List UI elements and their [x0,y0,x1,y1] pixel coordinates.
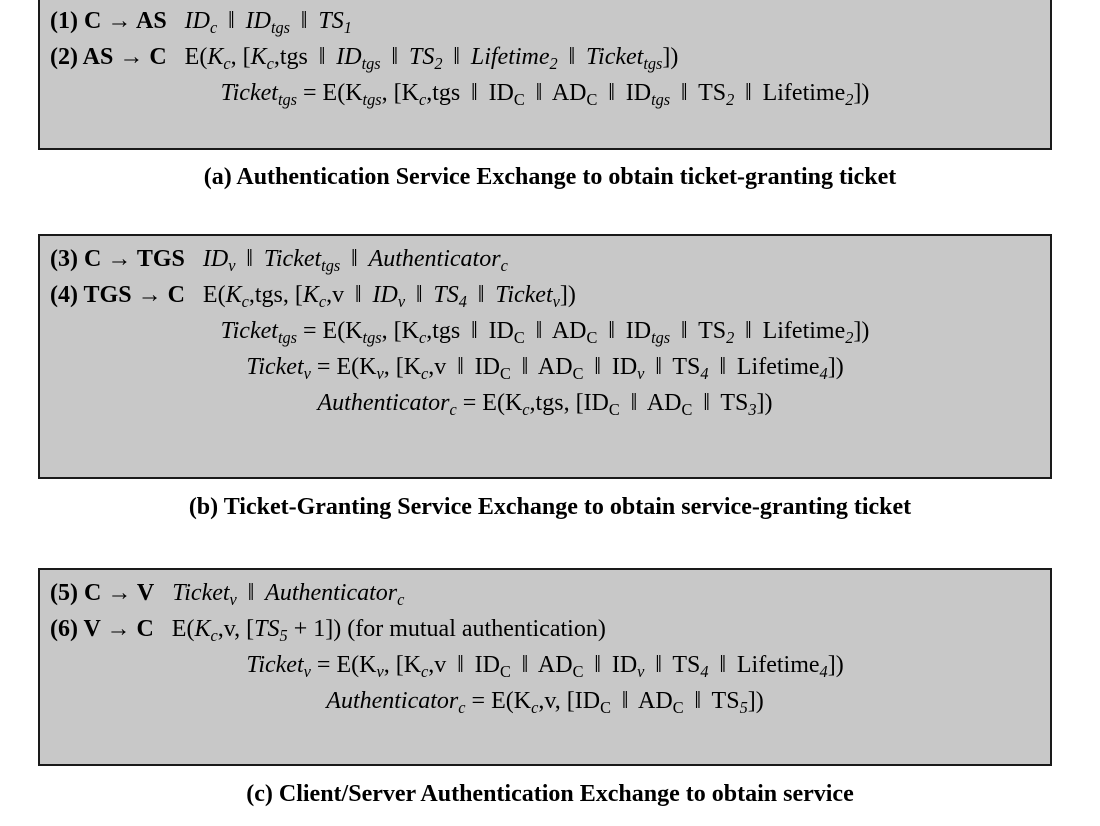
message-1-label: (1) C → AS [50,8,167,34]
message-6 [40,611,1050,647]
ticket-v-definition-text: Ticket$_v$ = $E(K_v$, [$K_c,v$ ‖ $ID_C$ ‖ $AD_C$ ‖ $ID_v$ ‖ $TS_4$ ‖ Lifetime$_4$]) [246,652,844,681]
ticket-tgs-definition [40,75,1050,111]
message-6-label: (6) V → C [50,616,154,642]
message-3 [40,241,1050,277]
message-1-body: $ID_c$ ‖ $ID_{tgs}$ ‖ $TS_1$ [184,8,352,37]
caption-a: (a) Authentication Service Exchange to obtain ticket-granting ticket [203,164,897,190]
authenticator-definition [40,385,1050,421]
ticket-v-definition [40,349,1050,385]
message-3-body: $ID_v$ ‖ Ticket$_{tgs}$ ‖ Authenticator$_c$ [202,246,508,275]
message-3-label: (3) C → TGS [50,246,185,272]
ticket-tgs-definition-text: Ticket$_{tgs}$ = $E(K_{tgs}$, [$K_c,tgs$ ‖ $ID_C$ ‖ $AD_C$ ‖ $ID_{tgs}$ ‖ $TS_2$ ‖ Lifetime$_2$]) [220,80,870,109]
message-4 [40,277,1050,313]
ticket-v-definition-text: Ticket$_v$ = $E(K_v$, [$K_c,v$ ‖ $ID_C$ ‖ $AD_C$ ‖ $ID_v$ ‖ $TS_4$ ‖ Lifetime$_4$]) [246,354,844,383]
message-1 [40,3,1050,39]
authenticator-definition-text: Authenticator$_c$ = $E(K_c,tgs$, [$ID_C$ ‖ $AD_C$ ‖ $TS_3$]) [317,390,773,419]
tgs-exchange-box [38,234,1052,479]
message-5-body: Ticket$_v$ ‖ Authenticator$_c$ [172,580,405,609]
ticket-v-definition [40,647,1050,683]
message-4-label: (4) TGS → C [50,282,185,308]
authenticator-definition [40,683,1050,719]
as-exchange-box [38,0,1052,150]
client-server-exchange-box [38,568,1052,766]
message-6-body: $E(K_c,v$, $[TS_5 + 1]$) (for mutual authentication) [171,616,606,645]
message-5 [40,575,1050,611]
ticket-tgs-definition-text: Ticket$_{tgs}$ = $E(K_{tgs}$, [$K_c,tgs$ ‖ $ID_C$ ‖ $AD_C$ ‖ $ID_{tgs}$ ‖ $TS_2$ ‖ Lifetime$_2$]) [220,318,870,347]
authenticator-definition-text: Authenticator$_c$ = $E(K_c,v$, [$ID_C$ ‖ $AD_C$ ‖ $TS_5$]) [326,688,764,717]
message-2 [40,39,1050,75]
message-5-label: (5) C → V [50,580,155,606]
message-4-body: $E(K_c,tgs$, [$K_c,v$ ‖ $ID_v$ ‖ $TS_4$ ‖ Ticket$_v$]) [202,282,576,311]
message-2-body: $E(K_c$, [$K_c,tgs$ ‖ $ID_{tgs}$ ‖ $TS_2$ ‖ Lifetime$_2$ ‖ Ticket$_{tgs}$]) [184,44,679,73]
caption-c: (c) Client/Server Authentication Exchange to obtain service [246,781,854,807]
message-2-label: (2) AS → C [50,44,167,70]
caption-b: (b) Ticket-Granting Service Exchange to obtain service-granting ticket [188,494,912,520]
ticket-tgs-definition [40,313,1050,349]
